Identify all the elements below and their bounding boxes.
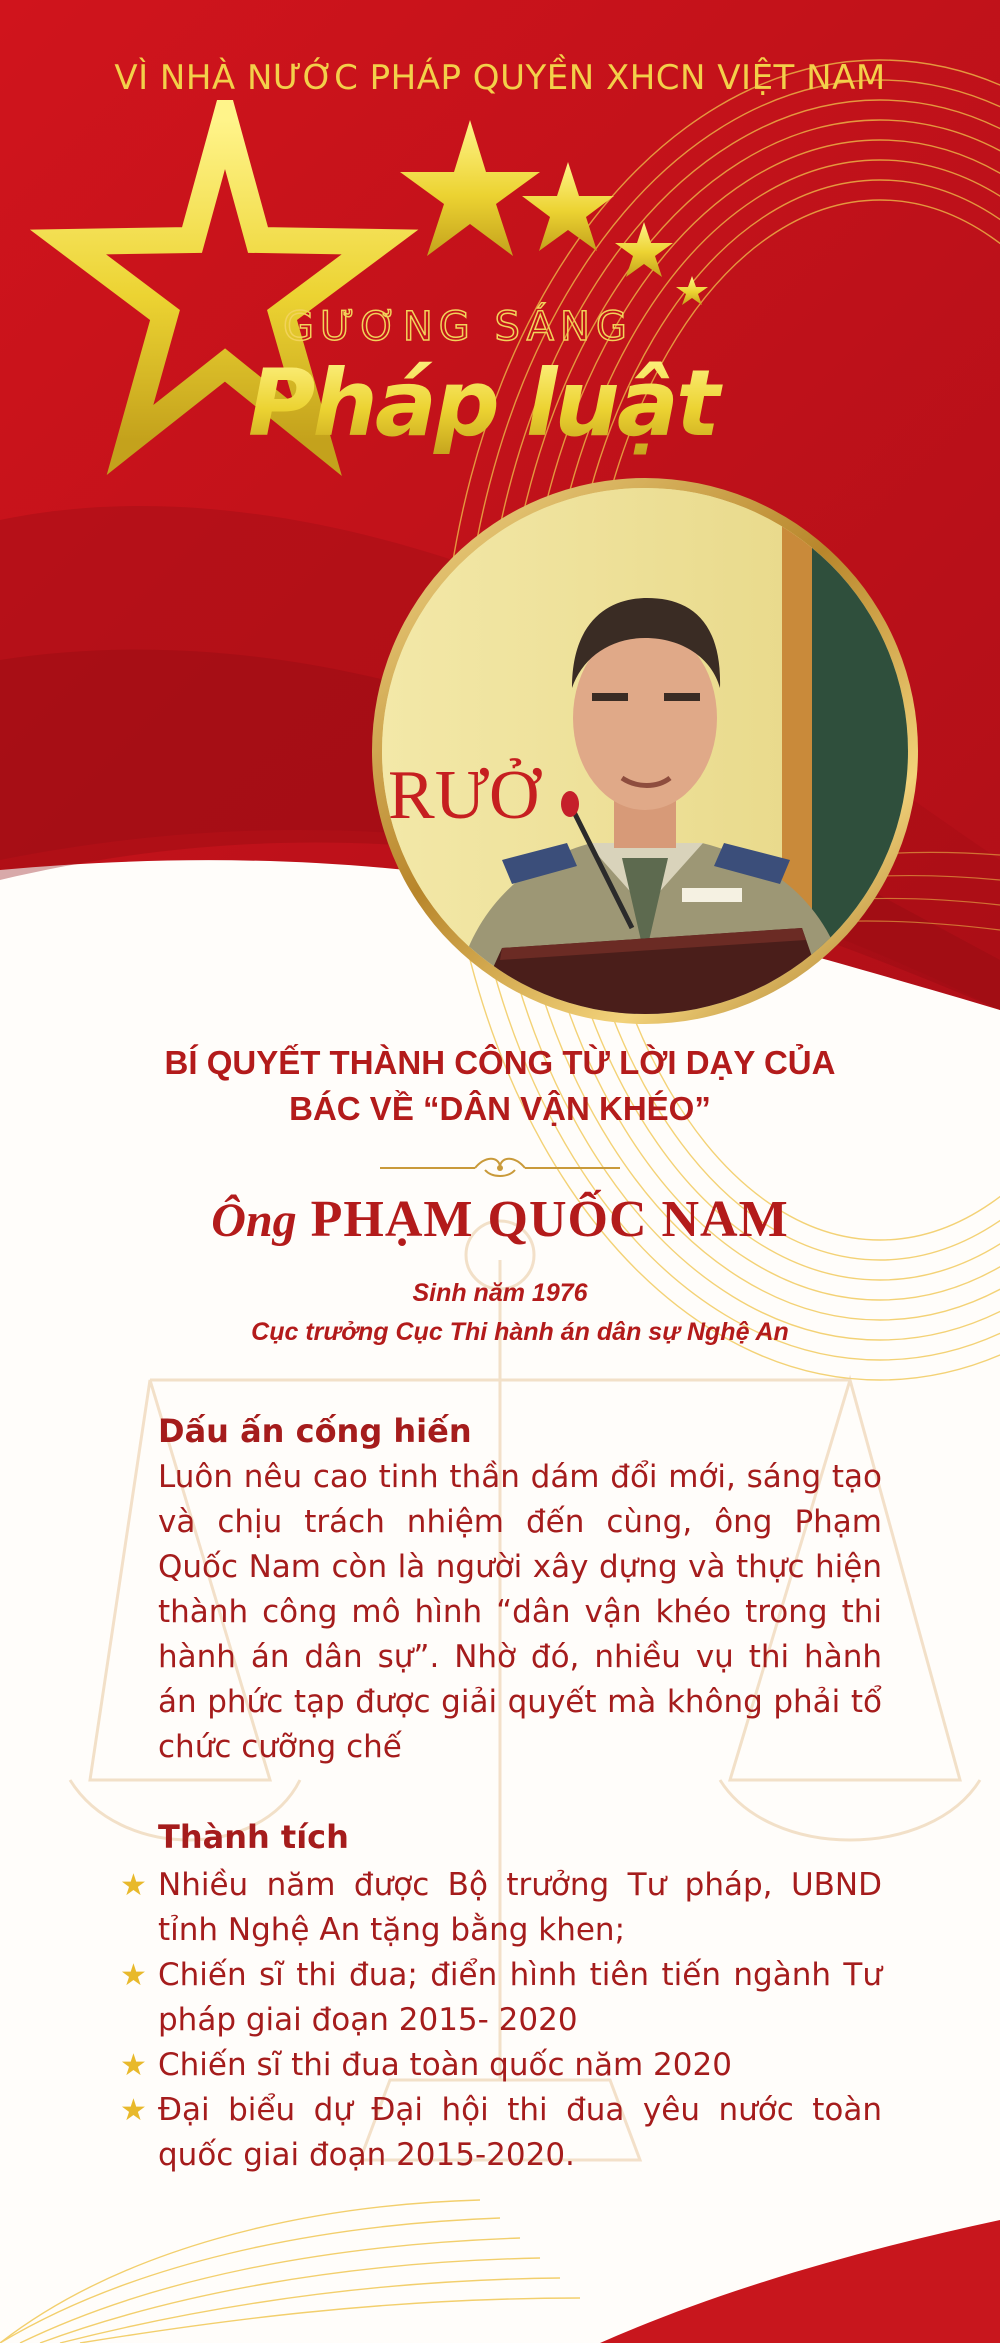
birth-year: Sinh năm 1976 [412, 1279, 588, 1307]
list-item: ★ Đại biểu dự Đại hội thi đua yêu nước toàn quốc giai đoạn 2015-2020. [120, 2088, 882, 2178]
contribution-text: Luôn nêu cao tinh thần dám đổi mới, sáng tạo và chịu trách nhiệm đến cùng, ông Phạm Quốc Nam còn là người xây dựng và thực hiện thành công mô hình “dân vận khéo trong thi hành án dân sự”. Nhờ đó, nhiều vụ thi hành án phức tạp được giải quyết mà không phải tổ chức cưỡng chế [158, 1459, 882, 1765]
star-icon [522, 162, 614, 251]
headline [100, 1040, 900, 1132]
star-icon [400, 120, 540, 256]
person-name-line [0, 1190, 1000, 1249]
headline-line-2: BÁC VỀ “DÂN VẬN KHÉO” [289, 1090, 711, 1127]
logo-main-text: Pháp luật [248, 350, 717, 457]
ornament-divider [380, 1148, 620, 1182]
star-icon: ★ [120, 1958, 147, 1993]
achievements-list [120, 1863, 882, 2178]
list-item: ★ Chiến sĩ thi đua; điển hình tiên tiến ngành Tư pháp giai đoạn 2015- 2020 [120, 1953, 882, 2043]
contribution-title: Dấu ấn cống hiến [158, 1412, 472, 1450]
person-name: PHẠM QUỐC NAM [310, 1191, 789, 1248]
star-icon [615, 222, 673, 277]
guong-sang-phap-luat-logo [0, 100, 800, 520]
name-prefix: Ông [211, 1194, 297, 1247]
banner-text: RƯỞ [388, 757, 540, 834]
achievements-title: Thành tích [158, 1818, 349, 1856]
star-icon [676, 276, 708, 305]
list-item: ★ Nhiều năm được Bộ trưởng Tư pháp, UBND tỉnh Nghệ An tặng bằng khen; [120, 1863, 882, 1953]
star-icon: ★ [120, 2048, 147, 2083]
job-title: Cục trưởng Cục Thi hành án dân sự Nghệ An [251, 1318, 789, 1346]
headline-line-1: BÍ QUYẾT THÀNH CÔNG TỪ LỜI DẠY CỦA [164, 1044, 836, 1081]
portrait-photo [382, 488, 908, 1014]
star-icon: ★ [120, 2093, 147, 2128]
list-item: ★ Chiến sĩ thi đua toàn quốc năm 2020 [120, 2043, 882, 2088]
slogan: VÌ NHÀ NƯỚC PHÁP QUYỀN XHCN VIỆT NAM [114, 58, 886, 98]
logo-top-text: GƯƠNG SÁNG [283, 304, 633, 350]
star-icon: ★ [120, 1868, 147, 1903]
